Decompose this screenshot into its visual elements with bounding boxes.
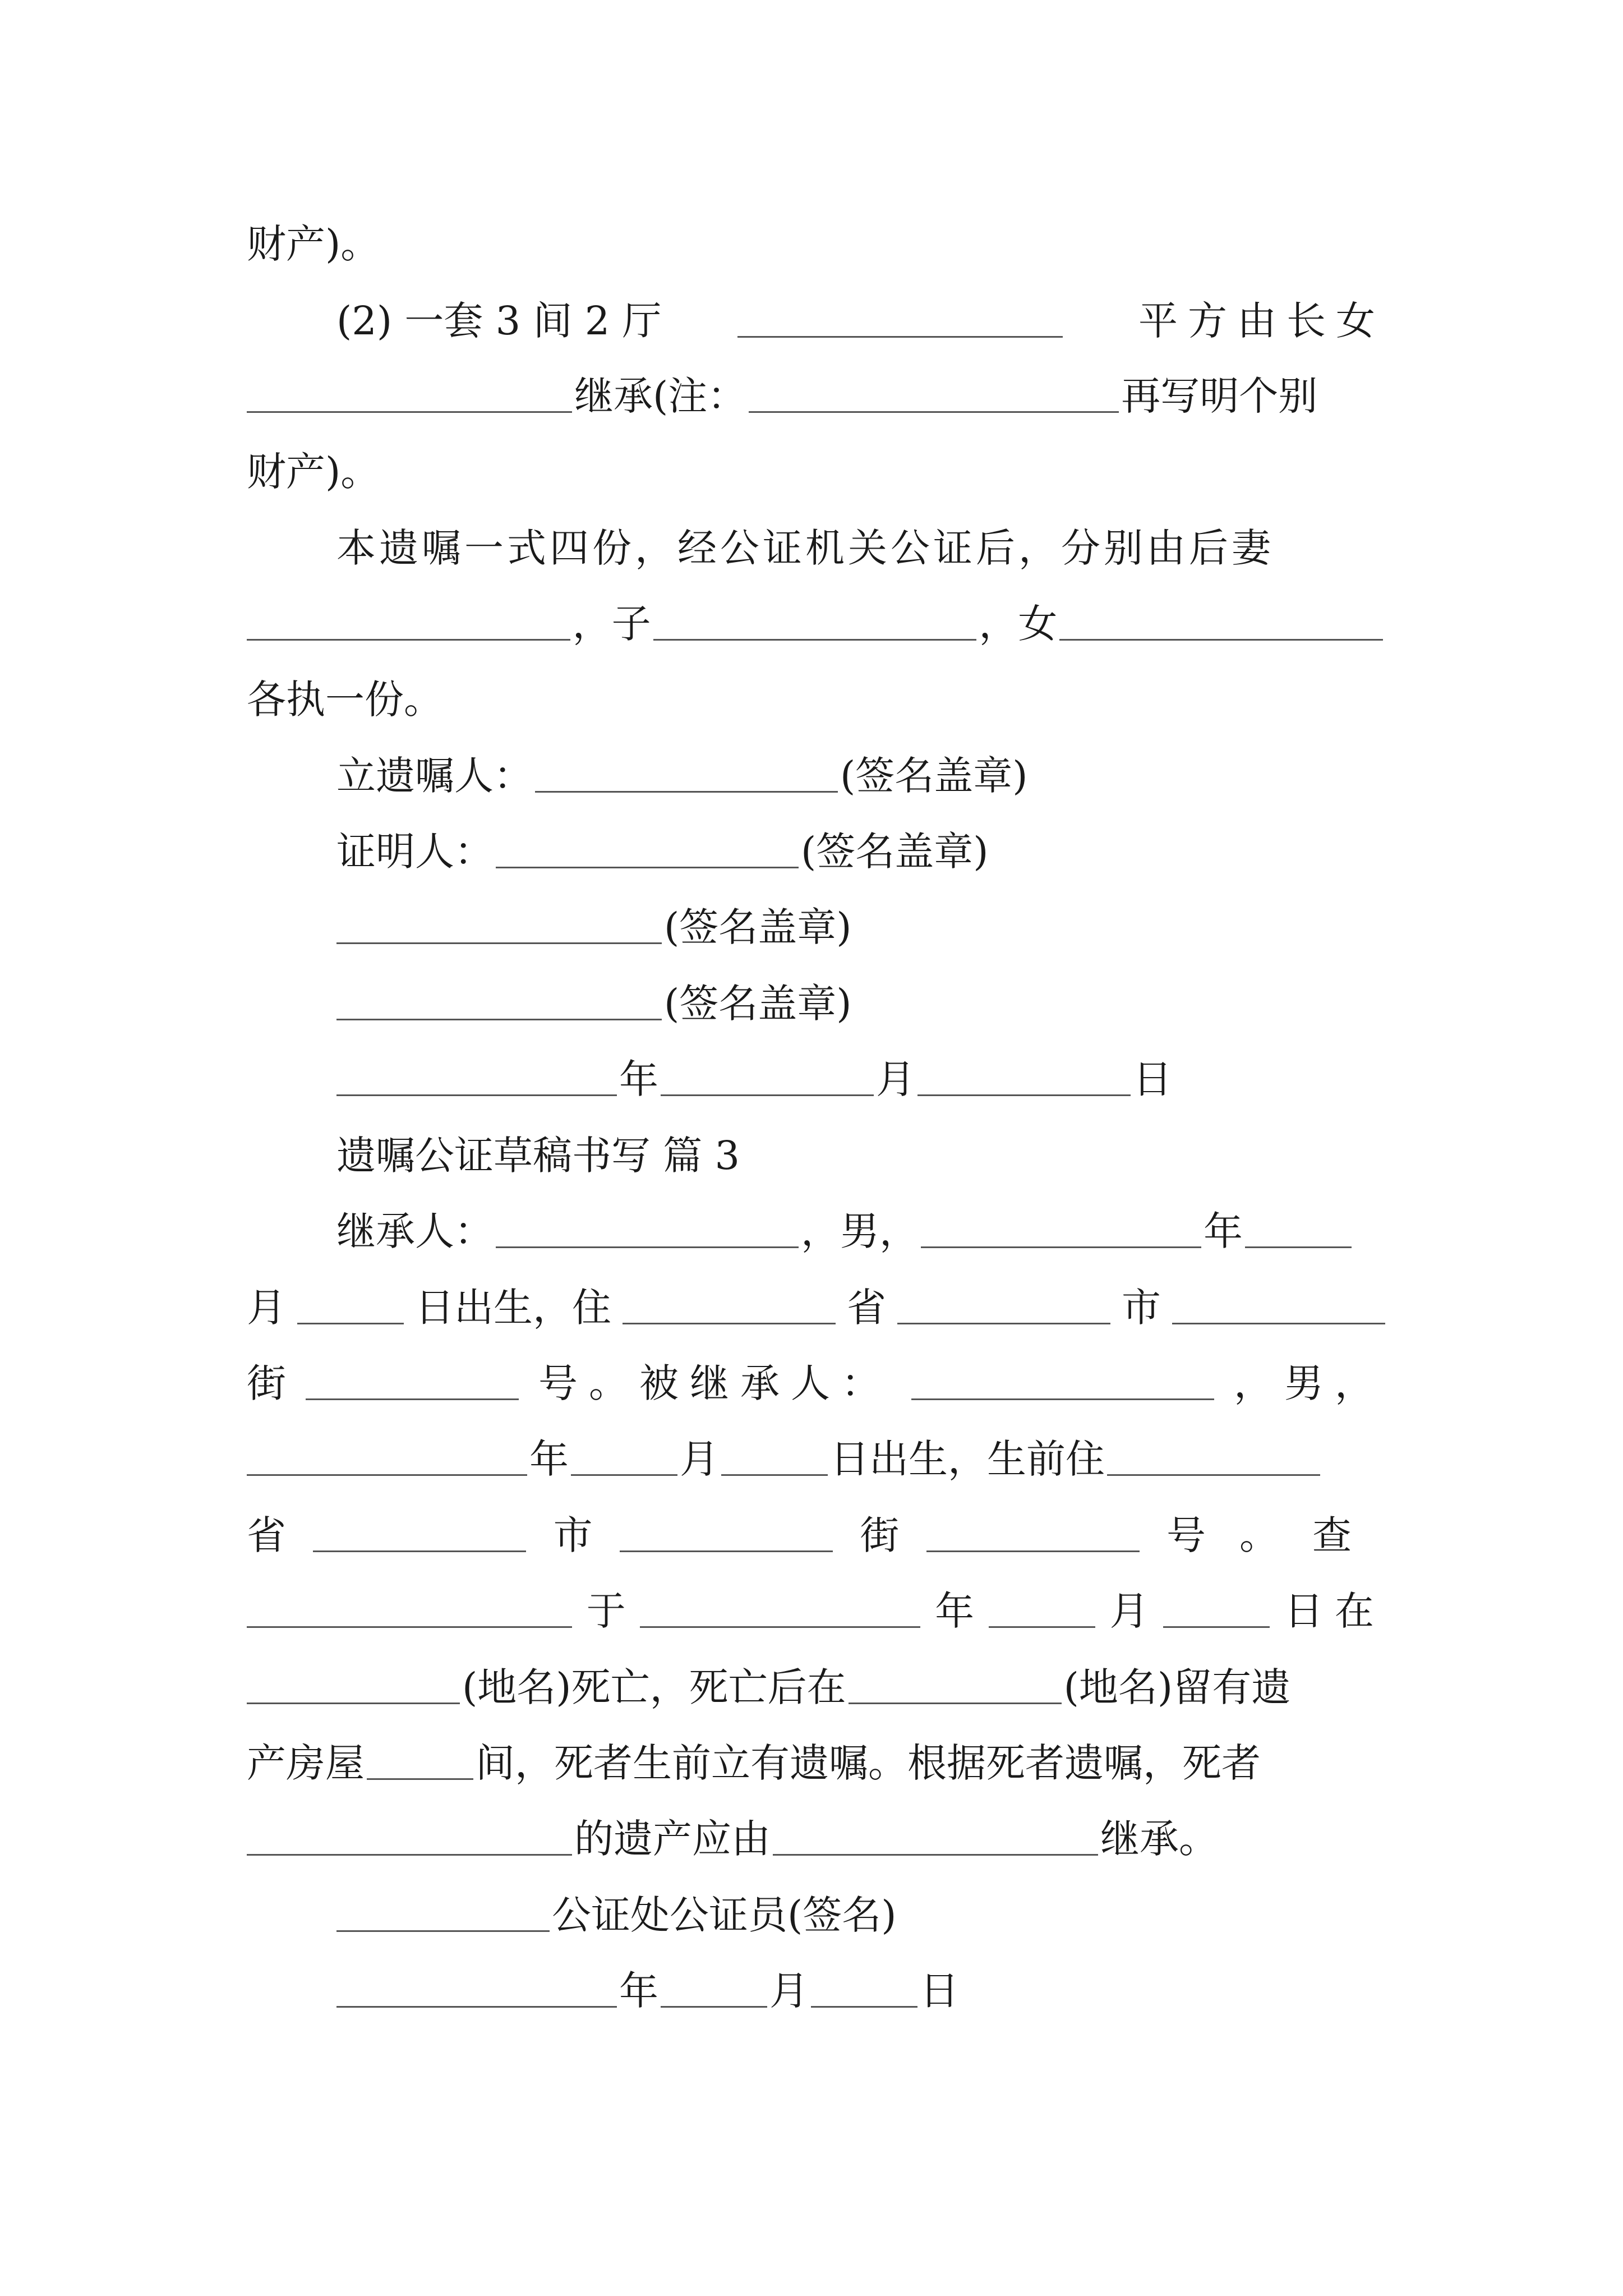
fill-in-blank[interactable] <box>911 1398 1214 1400</box>
fill-in-blank[interactable] <box>989 1626 1095 1628</box>
text-segment: 市 <box>553 1512 593 1558</box>
signature-line <box>336 1881 1385 1949</box>
fill-in-blank[interactable] <box>620 1550 833 1552</box>
heading-text: 遗嘱公证草稿书写 篇 3 <box>336 1133 740 1179</box>
text-line <box>336 287 1385 355</box>
month-blank[interactable] <box>661 1094 874 1096</box>
text-segment: 日 <box>920 1968 959 2014</box>
signature-line <box>336 818 1385 885</box>
fill-in-blank[interactable] <box>926 1550 1140 1552</box>
fill-in-blank[interactable] <box>640 1626 920 1628</box>
day-blank[interactable] <box>917 1094 1131 1096</box>
text-segment: ，女 <box>979 601 1058 647</box>
text-segment: 日出生，生前住 <box>830 1436 1105 1482</box>
fill-in-blank[interactable] <box>247 639 570 641</box>
fill-in-blank[interactable] <box>749 411 1119 413</box>
text-line <box>336 1198 1385 1265</box>
text-segment: 市 <box>1122 1285 1161 1331</box>
text-segment: ，男， <box>1234 1360 1385 1406</box>
text-segment: 平方由长女 <box>1138 298 1385 344</box>
fill-in-blank[interactable] <box>336 1930 550 1932</box>
text-segment: 财产)。 <box>247 221 380 267</box>
fill-in-blank[interactable] <box>721 1474 828 1476</box>
fill-in-blank[interactable] <box>247 1474 527 1476</box>
text-line <box>247 590 1385 657</box>
fill-in-blank[interactable] <box>1172 1323 1385 1324</box>
fill-in-blank[interactable] <box>737 336 1063 338</box>
fill-in-blank[interactable] <box>921 1246 1201 1248</box>
text-line <box>247 1425 1385 1493</box>
fill-in-blank[interactable] <box>571 1474 677 1476</box>
text-segment: 继承。 <box>1100 1816 1218 1862</box>
text-line <box>247 438 1385 505</box>
text-segment: 月 <box>769 1968 809 2014</box>
text-line <box>247 1577 1385 1645</box>
day-blank[interactable] <box>811 2006 917 2008</box>
text-segment: 公证处公证员(签名) <box>552 1892 897 1938</box>
text-segment: ，子 <box>572 601 651 647</box>
text-segment: (签名盖章) <box>664 904 852 950</box>
text-segment: 月 <box>247 1285 286 1331</box>
text-segment: (签名盖章) <box>840 753 1028 799</box>
text-segment: 年 <box>1204 1208 1243 1254</box>
text-line <box>247 210 1385 278</box>
text-segment: 省 <box>247 1512 286 1558</box>
text-segment: 年 <box>619 1968 658 2014</box>
text-segment: 年 <box>935 1588 975 1634</box>
fill-in-blank[interactable] <box>496 867 799 868</box>
text-segment: 年 <box>529 1436 569 1482</box>
fill-in-blank[interactable] <box>849 1703 1062 1704</box>
text-line <box>247 1654 1385 1721</box>
fill-in-blank[interactable] <box>247 1626 572 1628</box>
text-line <box>336 514 1385 582</box>
text-segment: (地名)死亡，死亡后在 <box>462 1664 846 1710</box>
text-segment: 继承(注： <box>574 373 747 419</box>
text-segment: (签名盖章) <box>801 829 989 875</box>
text-line <box>247 666 1385 733</box>
fill-in-blank[interactable] <box>1107 1474 1320 1476</box>
fill-in-blank[interactable] <box>897 1323 1110 1324</box>
fill-in-blank[interactable] <box>336 1019 662 1020</box>
signature-line <box>336 970 1385 1037</box>
text-segment: 的遗产应由 <box>574 1816 771 1862</box>
text-segment: 再写明个别 <box>1121 373 1318 419</box>
text-segment: 立遗嘱人： <box>336 753 533 799</box>
text-segment: 号。查 <box>1166 1512 1385 1558</box>
date-line <box>336 1046 1385 1113</box>
signature-line <box>336 742 1385 809</box>
text-segment: 日在 <box>1284 1588 1385 1634</box>
text-line <box>247 1274 1385 1341</box>
text-segment: 月 <box>680 1436 719 1482</box>
text-segment: 各执一份。 <box>247 677 443 723</box>
year-blank[interactable] <box>336 1094 617 1096</box>
text-segment: 号。被继承人： <box>538 1360 892 1406</box>
text-segment: 产房屋 <box>247 1740 365 1786</box>
text-segment: 街 <box>860 1512 900 1558</box>
text-line <box>247 1729 1385 1797</box>
text-line <box>247 1350 1385 1417</box>
text-segment: (地名)留有遗 <box>1063 1664 1291 1710</box>
text-segment: 间，死者生前立有遗嘱。根据死者遗嘱，死者 <box>476 1740 1261 1786</box>
text-segment: 继承人： <box>336 1208 494 1254</box>
text-line <box>247 1805 1385 1872</box>
text-segment: 年 <box>619 1056 658 1102</box>
fill-in-blank[interactable] <box>623 1323 836 1324</box>
text-segment: 本遗嘱一式四份，经公证机关公证后，分别由后妻 <box>336 525 1274 571</box>
fill-in-blank[interactable] <box>247 1703 460 1704</box>
text-segment: (签名盖章) <box>664 981 852 1027</box>
fill-in-blank[interactable] <box>367 1778 473 1780</box>
text-segment: 日出生，住 <box>415 1285 611 1331</box>
fill-in-blank[interactable] <box>336 942 662 944</box>
text-segment: ，男， <box>801 1208 919 1254</box>
fill-in-blank[interactable] <box>297 1323 404 1324</box>
fill-in-blank[interactable] <box>1059 639 1383 641</box>
text-segment: 证明人： <box>336 829 494 875</box>
text-segment: 日 <box>1133 1056 1172 1102</box>
text-line <box>247 1502 1385 1569</box>
text-segment: 于 <box>586 1588 626 1634</box>
text-segment: 月 <box>876 1056 915 1102</box>
fill-in-blank[interactable] <box>773 1854 1098 1856</box>
month-blank[interactable] <box>661 2006 767 2008</box>
section-heading <box>336 1122 1385 1189</box>
year-blank[interactable] <box>336 2006 617 2008</box>
fill-in-blank[interactable] <box>535 791 838 793</box>
fill-in-blank[interactable] <box>1245 1246 1352 1248</box>
text-line <box>247 362 1385 430</box>
text-segment: 街 <box>247 1360 286 1406</box>
fill-in-blank[interactable] <box>1163 1626 1270 1628</box>
fill-in-blank[interactable] <box>306 1398 519 1400</box>
fill-in-blank[interactable] <box>653 639 977 641</box>
signature-line <box>336 894 1385 961</box>
text-segment: 月 <box>1109 1588 1149 1634</box>
fill-in-blank[interactable] <box>496 1246 799 1248</box>
fill-in-blank[interactable] <box>313 1550 526 1552</box>
text-segment: 财产)。 <box>247 449 380 495</box>
text-segment: 省 <box>847 1285 886 1331</box>
date-line <box>336 1957 1385 2024</box>
fill-in-blank[interactable] <box>247 1854 572 1856</box>
text-segment: (2) 一套 3 间 2 厅 <box>336 298 662 344</box>
fill-in-blank[interactable] <box>247 411 572 413</box>
